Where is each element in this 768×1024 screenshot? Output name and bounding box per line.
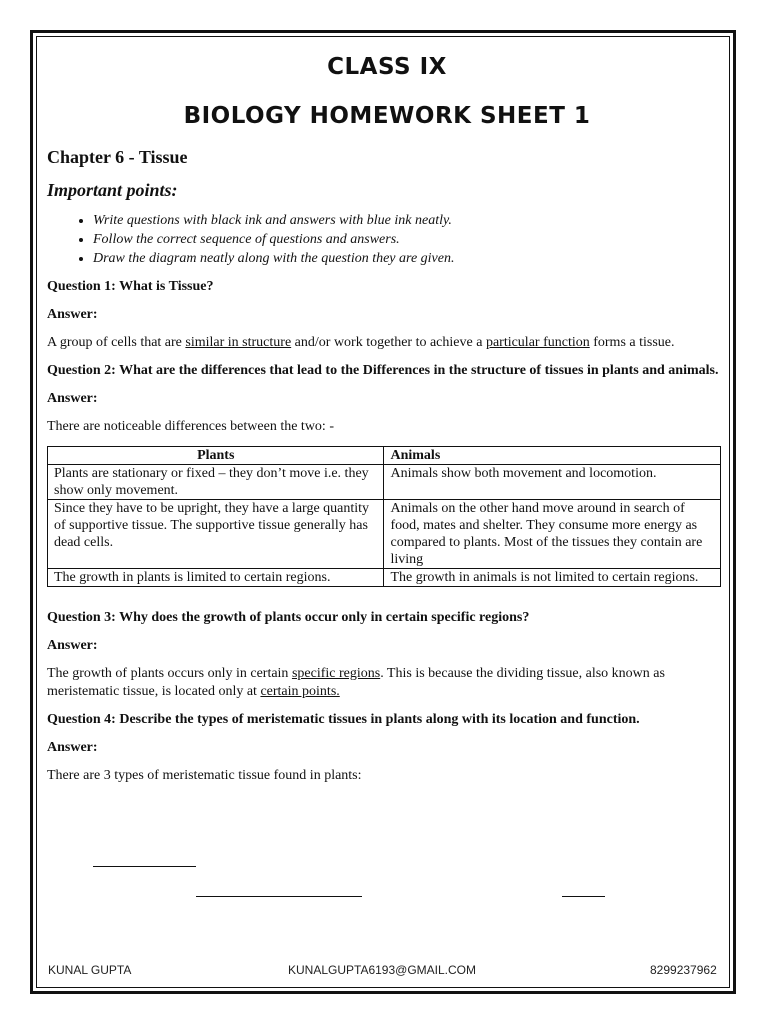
column-header-animals: Animals [384, 447, 721, 465]
important-points-heading: Important points: [47, 180, 178, 200]
underlined-term: particular function [485, 335, 590, 350]
question-3: Question 3: Why does the growth of plants occur only in certain specific regions? [47, 610, 530, 625]
important-points-list [47, 211, 727, 268]
class-title: CLASS IX [327, 54, 447, 80]
footer-email: KUNALGUPTA6193@GMAIL.COM [288, 963, 477, 977]
underlined-term: certain points. [260, 684, 340, 699]
footer-phone: 8299237962 [650, 963, 717, 977]
list-item: • Write questions with black ink and answers with blue ink neatly. [93, 211, 727, 230]
answer-text-part: and/or work together to achieve a [291, 335, 486, 350]
answer-label-1: Answer: [47, 307, 98, 322]
question-1: Question 1: What is Tissue? [47, 279, 214, 294]
table-row [48, 465, 721, 500]
answer-text-part: forms a tissue. [589, 335, 675, 350]
blank-line [196, 896, 362, 897]
list-item: • Follow the correct sequence of questions and answers. [93, 230, 727, 249]
answer-text-part: The growth of plants occurs only in certain [47, 666, 292, 681]
list-item: • Draw the diagram neatly along with the question they are given. [93, 249, 727, 268]
table-cell: Since they have to be upright, they have a large quantity of supportive tissue. The supportive tissue generally has dead cells. [48, 500, 384, 569]
table-row [48, 500, 721, 569]
answer-text-part: . This is because the dividing tissue, also known as meristematic tissue, is located only at [47, 666, 665, 699]
answer-2-intro: There are noticeable differences between the two: - [47, 419, 334, 434]
answer-4-intro: There are 3 types of meristematic tissue found in plants: [47, 768, 362, 783]
answer-label-4: Answer: [47, 740, 98, 755]
column-header-plants: Plants [48, 447, 384, 465]
table-header-row [48, 447, 721, 465]
underlined-term: specific regions [291, 666, 381, 681]
blank-line [93, 866, 196, 867]
answer-3-text [47, 665, 727, 701]
chapter-heading: Chapter 6 - Tissue [47, 147, 188, 167]
footer-author: KUNAL GUPTA [48, 963, 132, 977]
table-cell: Animals on the other hand move around in search of food, mates and shelter. They consume more energy as compared to plants. Most of the tissues they contain are living [384, 500, 721, 569]
answer-label-3: Answer: [47, 638, 98, 653]
answer-1-text [47, 334, 727, 352]
underlined-term: similar in structure [185, 335, 292, 350]
differences-table [47, 446, 721, 587]
answer-label-2: Answer: [47, 391, 98, 406]
answer-text-part: A group of cells that are [47, 335, 186, 350]
blank-line [562, 896, 605, 897]
table-cell: Plants are stationary or fixed – they don’t move i.e. they show only movement. [48, 465, 384, 500]
worksheet-content [47, 46, 727, 785]
table-cell: Animals show both movement and locomotion. [384, 465, 721, 500]
question-4: Question 4: Describe the types of meristematic tissues in plants along with its location and function. [47, 712, 640, 727]
table-cell: The growth in animals is not limited to certain regions. [384, 569, 721, 587]
table-cell: The growth in plants is limited to certain regions. [48, 569, 384, 587]
question-2: Question 2: What are the differences that lead to the Differences in the structure of tissues in plants and animals. [47, 363, 719, 378]
table-row [48, 569, 721, 587]
sheet-title: BIOLOGY HOMEWORK SHEET 1 [183, 103, 591, 129]
